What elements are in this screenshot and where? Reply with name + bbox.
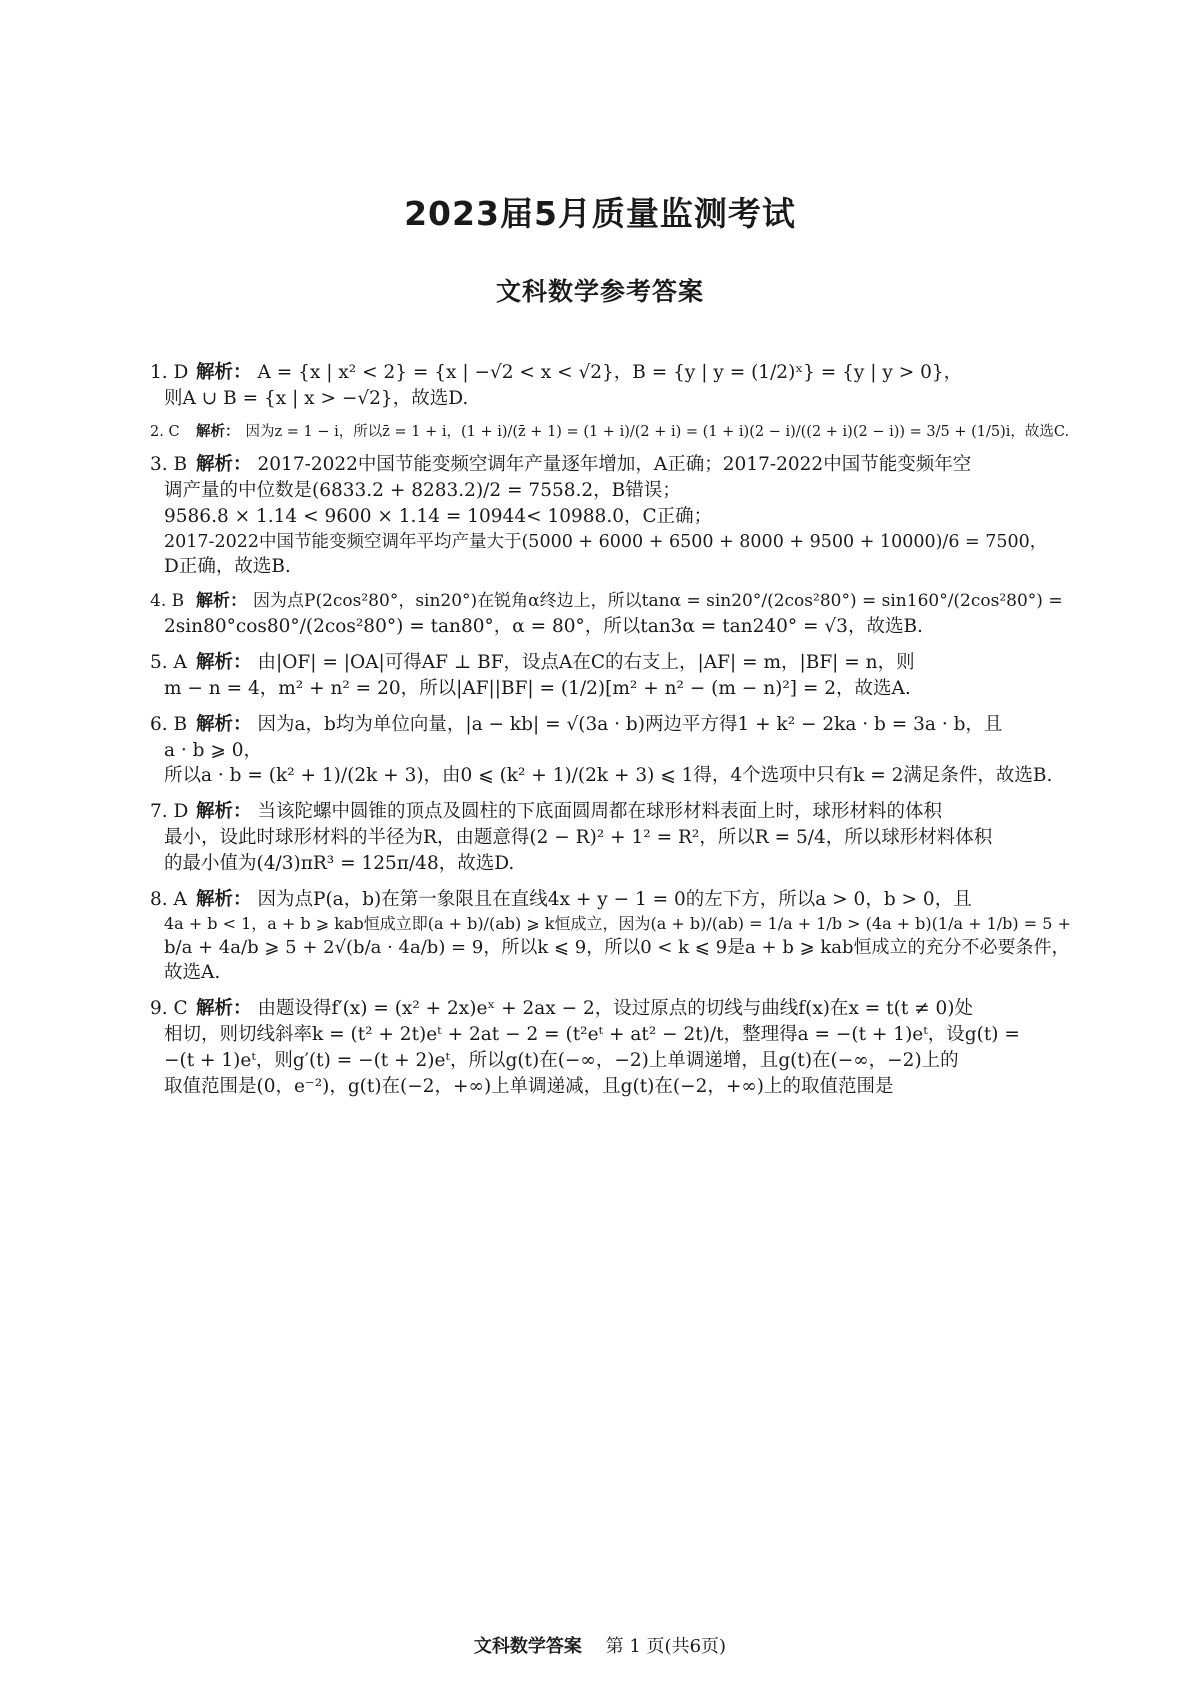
answer-text-line: m − n = 4，m² + n² = 20，所以|AF||BF| = (1/2)[m² + n² − (m − n)²] = 2，故选A.: [164, 677, 911, 699]
answer-label: 解析：: [196, 888, 252, 910]
answer-item: [150, 996, 1072, 1100]
answer-text-line: a · b ⩾ 0，: [164, 739, 263, 761]
answer-first-line: [150, 887, 1072, 913]
answer-label: 解析：: [196, 423, 240, 440]
answer-label: 解析：: [196, 591, 247, 612]
answer-text-line: 所以a · b = (k² + 1)/(2k + 3)，由0 ⩽ (k² + 1)/(2k + 3) ⩽ 1得，4个选项中只有k = 2满足条件，故选B.: [164, 765, 1053, 787]
answer-first-line: [150, 360, 1072, 386]
answer-text: 当该陀螺中圆锥的顶点及圆柱的下底面圆周都在球形材料表面上时，球形材料的体积: [257, 801, 943, 823]
answer-text-line: 调产量的中位数是(6833.2 + 8283.2)/2 = 7558.2，B错误；: [164, 479, 681, 501]
answer-text: 因为点P(2cos²80°，sin20°)在锐角α终边上，所以tanα = sin20°/(2cos²80°) = sin160°/(2cos²80°) =: [253, 591, 1063, 612]
answer-number: 5. A: [150, 651, 187, 673]
answer-number: 9. C: [150, 998, 188, 1020]
answer-text: 因为点P(a，b)在第一象限且在直线4x + y − 1 = 0的左下方，所以a > 0，b > 0，且: [257, 888, 972, 910]
answer-number: 7. D: [150, 801, 189, 823]
answer-item: [150, 887, 1072, 986]
answer-text: 因为z = 1 − i，所以z̄ = 1 + i，(1 + i)/(z̄ + 1) = (1 + i)/(2 + i) = (1 + i)(2 − i)/((2 + i)(2 − i)) = 3/5 + (1/5)i，故选C.: [245, 423, 1070, 440]
answer-label: 解析：: [196, 651, 252, 673]
answer-label: 解析：: [196, 362, 252, 383]
answer-label: 解析：: [196, 998, 252, 1020]
answer-text-line: 9586.8 × 1.14 < 9600 × 1.14 = 10944< 10988.0，C正确；: [164, 505, 713, 527]
answer-number: 3. B: [150, 454, 188, 476]
answer-item: [150, 590, 1072, 640]
answer-item: [150, 650, 1072, 702]
answer-text: A = {x | x² < 2} = {x | −√2 < x < √2}，B = {y | y = (1/2)ˣ} = {y | y > 0}，: [257, 362, 963, 383]
answer-text-line: 的最小值为(4/3)πR³ = 125π/48，故选D.: [164, 853, 515, 875]
page-subtitle: 文科数学参考答案: [495, 277, 704, 306]
answer-number: 1. D: [150, 362, 189, 383]
answer-text-line: 故选A.: [164, 962, 221, 984]
answer-label: 解析：: [196, 801, 252, 823]
answer-text-line: 2sin80°cos80°/(2cos²80°) = tan80°，α = 80°，所以tan3α = tan240° = √3，故选B.: [164, 615, 923, 637]
footer-doc-name: 文科数学答案: [473, 1636, 582, 1657]
answer-text-line: 则A ∪ B = {x | x > −√2}，故选D.: [164, 387, 469, 409]
answer-first-line: [150, 712, 1072, 738]
answer-number: 6. B: [150, 713, 188, 735]
answer-text-line: 最小，设此时球形材料的半径为R，由题意得(2 − R)² + 1² = R²，所以R = 5/4，所以球形材料体积: [164, 827, 993, 849]
answer-first-line: [150, 996, 1072, 1022]
answer-text-line: 4a + b < 1，a + b ⩾ kab恒成立即(a + b)/(ab) ⩾ k恒成立，因为(a + b)/(ab) = 1/a + 1/b > (4a + b)(1/a + 1/b) = 5 +: [164, 913, 1071, 933]
answer-number: 4. B: [150, 591, 185, 612]
answer-item: [150, 452, 1072, 580]
answer-text: 由题设得f′(x) = (x² + 2x)eˣ + 2ax − 2，设过原点的切线与曲线f(x)在x = t(t ≠ 0)处: [257, 998, 974, 1020]
answer-list: [150, 360, 1072, 1110]
answer-text-line: 相切，则切线斜率k = (t² + 2t)eᵗ + 2at − 2 = (t²eᵗ + at² − 2t)/t，整理得a = −(t + 1)eᵗ，设g(t) =: [164, 1024, 1020, 1046]
answer-item: [150, 712, 1072, 790]
answer-text: 由|OF| = |OA|可得AF ⊥ BF，设点A在C的右支上，|AF| = m，|BF| = n，则: [257, 651, 915, 673]
answer-text-line: 2017-2022中国节能变频空调年平均产量大于(5000 + 6000 + 6500 + 8000 + 9500 + 10000)/6 = 7500，: [164, 531, 1048, 552]
answer-first-line: [150, 650, 1072, 676]
answer-first-line: [150, 452, 1072, 478]
answer-text-line: b/a + 4a/b ⩾ 5 + 2√(b/a · 4a/b) = 9，所以k ⩽ 9，所以0 < k ⩽ 9是a + b ⩾ kab恒成立的充分不必要条件，: [164, 937, 1070, 959]
answer-first-line: [150, 799, 1072, 825]
answer-label: 解析：: [196, 454, 252, 476]
answer-label: 解析：: [196, 713, 252, 735]
footer-page-number: 第 1 页(共6页): [605, 1636, 727, 1657]
answer-text: 2017-2022中国节能变频空调年产量逐年增加，A正确；2017-2022中国节能变频年空: [257, 454, 972, 476]
answer-item: [150, 799, 1072, 877]
answer-item: [150, 360, 1072, 412]
answer-first-line: [150, 590, 1072, 614]
answer-first-line: [150, 422, 1072, 442]
answer-text-line: D正确，故选B.: [164, 556, 291, 578]
answer-text: 因为a，b均为单位向量，|a − kb| = √(3a · b)两边平方得1 + k² − 2ka · b = 3a · b，且: [257, 713, 1003, 735]
page-title: 2023届5月质量监测考试: [404, 194, 796, 233]
answer-number: 8. A: [150, 888, 187, 910]
answer-text-line: 取值范围是(0，e⁻²)，g(t)在(−2，+∞)上单调递减，且g(t)在(−2，+∞)上的取值范围是: [164, 1075, 894, 1097]
answer-number: 2. C: [150, 423, 180, 440]
answer-item: [150, 422, 1072, 442]
page-footer: [0, 1632, 1200, 1658]
answer-text-line: −(t + 1)eᵗ，则g′(t) = −(t + 2)eᵗ，所以g(t)在(−∞，−2)上单调递增，且g(t)在(−∞，−2)上的: [164, 1050, 959, 1072]
